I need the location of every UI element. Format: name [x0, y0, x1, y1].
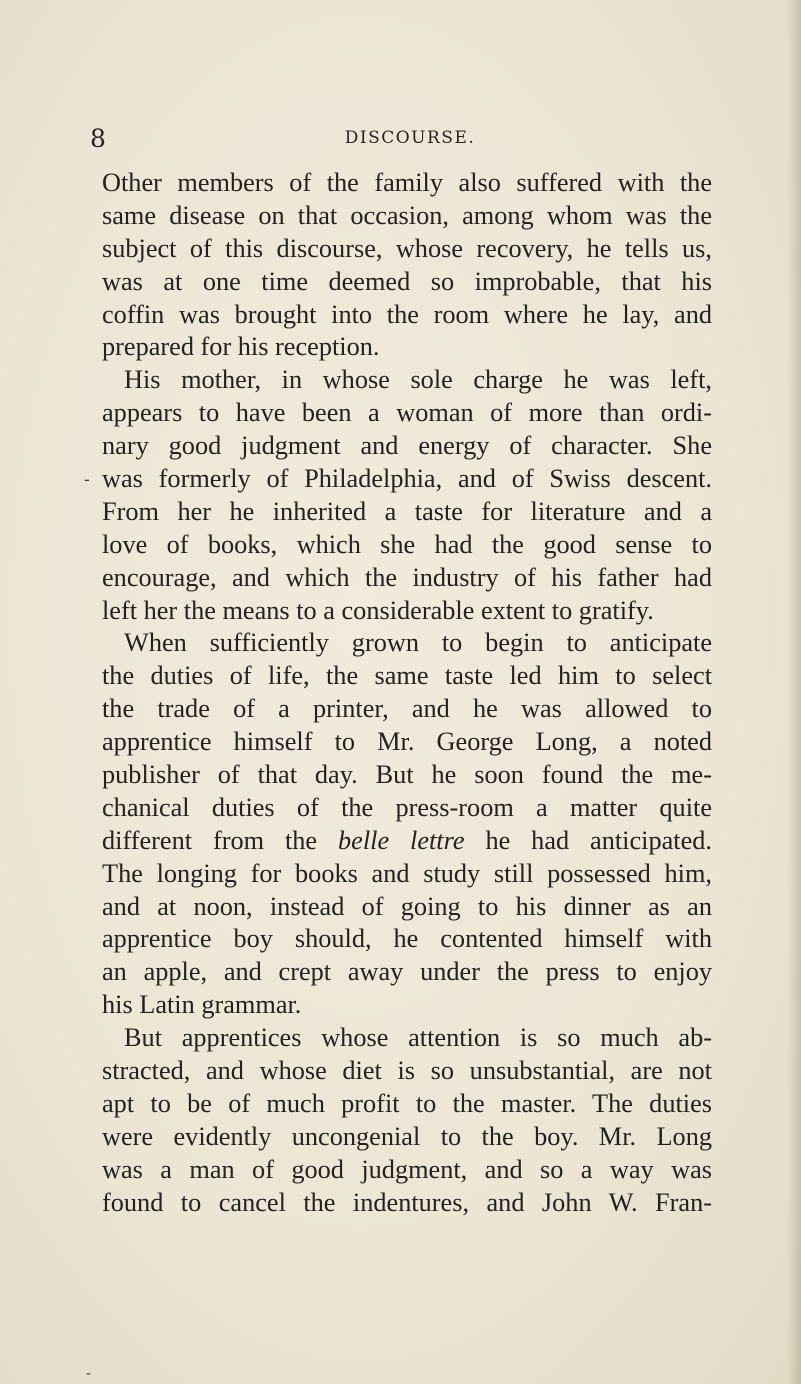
text-line: was formerly of Philadelphia, and of Swiss descent.: [102, 464, 712, 494]
text-line: the trade of a printer, and he was allowed to: [102, 694, 712, 724]
paragraph: [102, 627, 712, 1022]
text-line: stracted, and whose diet is so unsubstantial, are not: [102, 1056, 712, 1086]
paragraph: [102, 1022, 712, 1219]
text-line: was a man of good judgment, and so a way was: [102, 1154, 712, 1184]
text-line: apt to be of much profit to the master. The duties: [102, 1088, 712, 1118]
page-edge-shadow: [787, 0, 801, 1384]
body-text: [102, 167, 712, 1220]
text-line: love of books, which she had the good sense to: [102, 529, 712, 559]
text-line: apprentice himself to Mr. George Long, a noted: [102, 727, 712, 757]
line-text: different from the: [102, 825, 339, 855]
text-line: The longing for books and study still possessed him,: [102, 858, 712, 888]
text-line: encourage, and which the industry of his father had: [102, 562, 712, 592]
text-line: chanical duties of the press-room a matter quite: [102, 792, 712, 822]
line-text: he had anticipated.: [464, 825, 712, 855]
text-line: subject of this discourse, whose recovery, he tells us,: [102, 233, 712, 263]
text-line: was at one time deemed so improbable, that his: [102, 266, 712, 296]
text-line: His mother, in whose sole charge he was left,: [124, 365, 712, 395]
text-line: apprentice boy should, he contented himself with: [102, 924, 712, 954]
text-line: left her the means to a considerable extent to gratify.: [102, 595, 654, 625]
ink-mark: -: [86, 1366, 92, 1382]
text-line: his Latin grammar.: [102, 990, 302, 1020]
text-line: When sufficiently grown to begin to anticipate: [124, 628, 712, 658]
text-line-with-italic: [102, 825, 712, 858]
text-line: were evidently uncongenial to the boy. Mr. Long: [102, 1121, 712, 1151]
ink-mark: -: [84, 470, 90, 489]
text-line: and at noon, instead of going to his dinner as an: [102, 891, 712, 921]
text-line: same disease on that occasion, among whom was the: [102, 200, 712, 230]
page-header: [88, 124, 718, 154]
running-title: DISCOURSE.: [344, 128, 476, 148]
paragraph: [102, 167, 712, 364]
text-line: the duties of life, the same taste led him to select: [102, 661, 712, 691]
text-line: But apprentices whose attention is so much ab-: [124, 1023, 712, 1053]
text-line: From her he inherited a taste for literature and a: [102, 496, 712, 526]
text-line: an apple, and crept away under the press to enjoy: [102, 957, 712, 987]
text-line: prepared for his reception.: [102, 332, 380, 362]
paragraph: [102, 364, 712, 627]
text-line: found to cancel the indentures, and John W. Fran-: [102, 1187, 712, 1217]
text-line: Other members of the family also suffered with the: [102, 168, 712, 197]
italic-phrase: belle lettre: [338, 825, 465, 855]
text-line: nary good judgment and energy of character. She: [102, 431, 712, 461]
text-line: coffin was brought into the room where he lay, and: [102, 299, 712, 329]
page-number: 8: [90, 124, 106, 153]
text-line: publisher of that day. But he soon found the me-: [102, 760, 712, 790]
text-line: appears to have been a woman of more than ordi-: [102, 398, 712, 428]
